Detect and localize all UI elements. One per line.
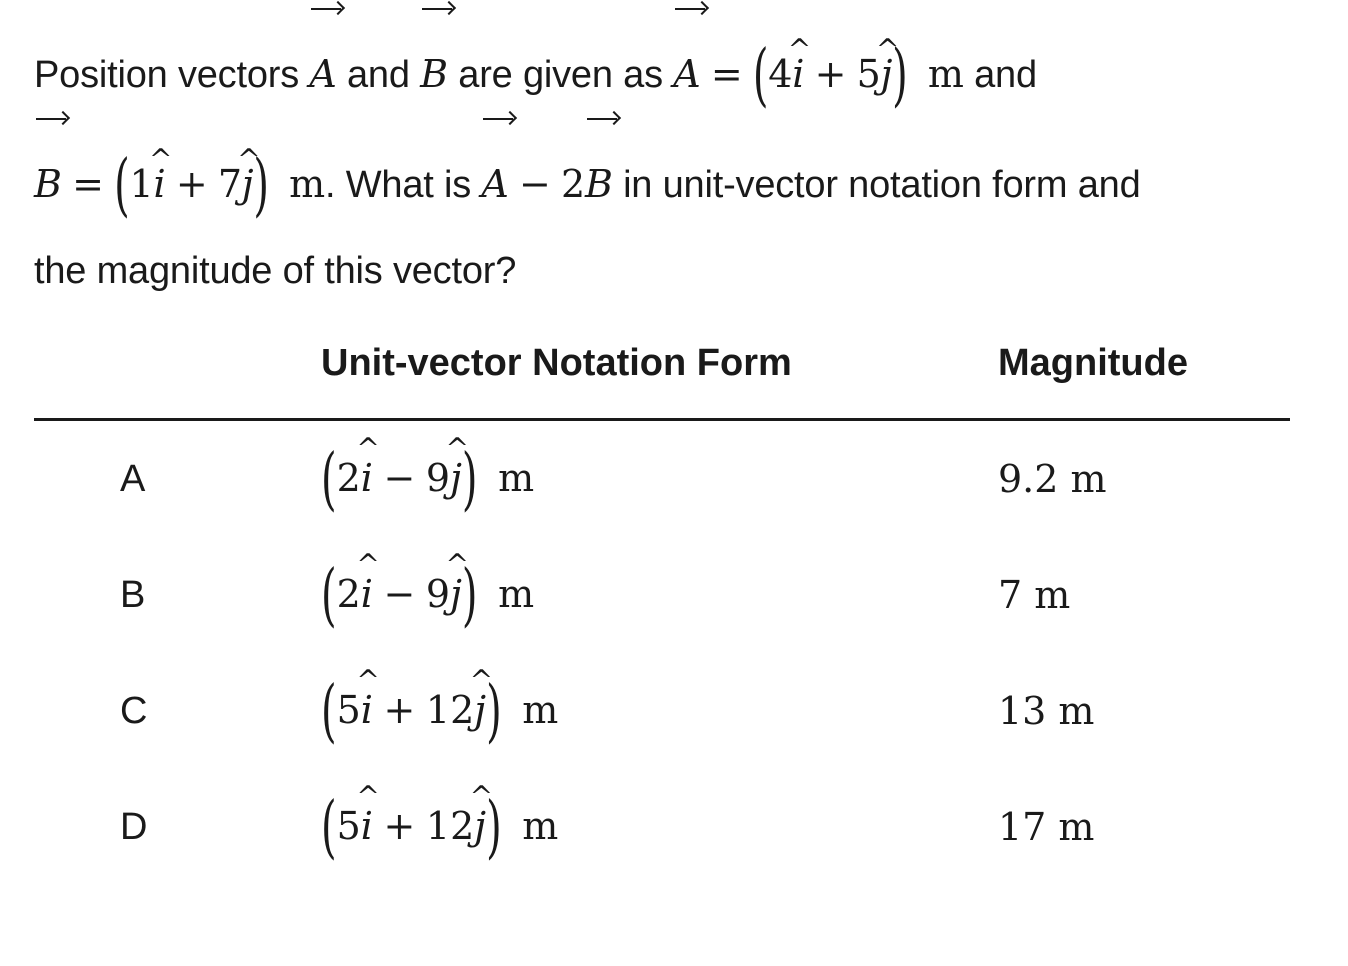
- plus-sign-2: +: [175, 162, 208, 206]
- plus-sign: +: [814, 52, 847, 96]
- y-coefficient: 9: [425, 455, 451, 500]
- unit: m: [498, 455, 535, 500]
- option-row-a[interactable]: [34, 420, 1290, 538]
- option-row-d[interactable]: [34, 769, 1290, 885]
- and-text-2: and: [974, 54, 1037, 96]
- option-label: A: [120, 457, 146, 500]
- i-hat: ^ i: [361, 456, 373, 500]
- option-notation: (2^ i − 9^ j) m: [321, 420, 998, 538]
- a-y-coefficient: 5: [856, 52, 881, 96]
- j-hat: ^ j: [474, 804, 486, 848]
- minus-sign: −: [518, 162, 551, 206]
- i-hat: ^ i: [361, 804, 373, 848]
- y-coefficient: 12: [425, 687, 475, 732]
- j-hat: ^ j: [881, 20, 893, 128]
- vector-b-symbol-2: B: [34, 130, 62, 238]
- option-row-b[interactable]: [34, 537, 1290, 653]
- unit-meters-2: m: [289, 162, 325, 206]
- i-hat: ^ i: [792, 20, 804, 128]
- what-is-text: . What is: [325, 164, 472, 206]
- option-label: D: [120, 805, 148, 848]
- notation-text: in unit-vector notation form and: [623, 164, 1141, 206]
- open-paren: (: [752, 36, 769, 116]
- option-notation: (5^ i + 12^ j) m: [321, 769, 998, 885]
- j-hat-2: ^ j: [242, 130, 254, 238]
- close-paren: ): [892, 36, 908, 116]
- vector-b-symbol: B: [420, 20, 448, 128]
- vector-a-symbol-3: A: [481, 130, 508, 238]
- option-row-c[interactable]: [34, 653, 1290, 769]
- x-coefficient: 2: [336, 571, 361, 616]
- i-hat-2: ^ i: [153, 130, 165, 238]
- i-hat: ^ i: [361, 572, 373, 616]
- j-hat: ^ j: [450, 456, 462, 500]
- question-line-2: [34, 130, 1324, 240]
- and-text: and: [347, 54, 410, 96]
- magnitude-question-text: the magnitude of this vector?: [34, 250, 517, 292]
- option-magnitude: 7 m: [998, 573, 1071, 617]
- close-paren-2: ): [253, 146, 269, 226]
- y-coefficient: 9: [425, 571, 451, 616]
- header-notation: Unit-vector Notation Form: [321, 342, 998, 420]
- a-x-coefficient: 4: [768, 52, 793, 96]
- open-paren-2: (: [114, 146, 130, 226]
- vector-b-symbol-3: B: [585, 130, 613, 238]
- question-line-1: [34, 20, 1324, 130]
- option-magnitude: 13 m: [998, 689, 1095, 733]
- option-magnitude: 17 m: [998, 805, 1095, 849]
- vector-a-symbol-2: A: [673, 20, 700, 128]
- y-coefficient: 12: [425, 803, 475, 848]
- two-coefficient: 2: [560, 162, 585, 206]
- given-text: are given as: [458, 54, 663, 96]
- equals-sign: =: [710, 52, 743, 96]
- table-header-row: [34, 342, 1290, 420]
- x-coefficient: 5: [336, 803, 361, 848]
- option-label: B: [120, 573, 146, 616]
- j-hat: ^ j: [474, 688, 486, 732]
- unit-meters: m: [927, 52, 964, 96]
- b-x-coefficient: 1: [129, 162, 154, 206]
- operator: +: [383, 803, 416, 848]
- x-coefficient: 5: [336, 687, 361, 732]
- b-y-coefficient: 7: [217, 162, 242, 206]
- vector-a-symbol: A: [309, 20, 336, 128]
- operator: +: [383, 687, 416, 732]
- j-hat: ^ j: [450, 572, 462, 616]
- question-intro: Position vectors: [34, 54, 300, 96]
- header-magnitude: Magnitude: [998, 342, 1290, 420]
- option-notation: (5^ i + 12^ j) m: [321, 653, 998, 769]
- answer-options-table: [34, 342, 1290, 885]
- unit: m: [498, 571, 535, 616]
- option-notation: (2^ i − 9^ j) m: [321, 537, 998, 653]
- operator: −: [383, 455, 416, 500]
- equals-sign-2: =: [72, 162, 104, 206]
- unit: m: [522, 803, 559, 848]
- question-line-3: [34, 240, 1324, 302]
- question-text: [34, 20, 1324, 302]
- operator: −: [383, 571, 416, 616]
- x-coefficient: 2: [336, 455, 361, 500]
- unit: m: [522, 687, 559, 732]
- header-label-cell: [34, 342, 321, 420]
- option-label: C: [120, 689, 148, 732]
- option-magnitude: 9.2 m: [998, 457, 1107, 501]
- i-hat: ^ i: [361, 688, 373, 732]
